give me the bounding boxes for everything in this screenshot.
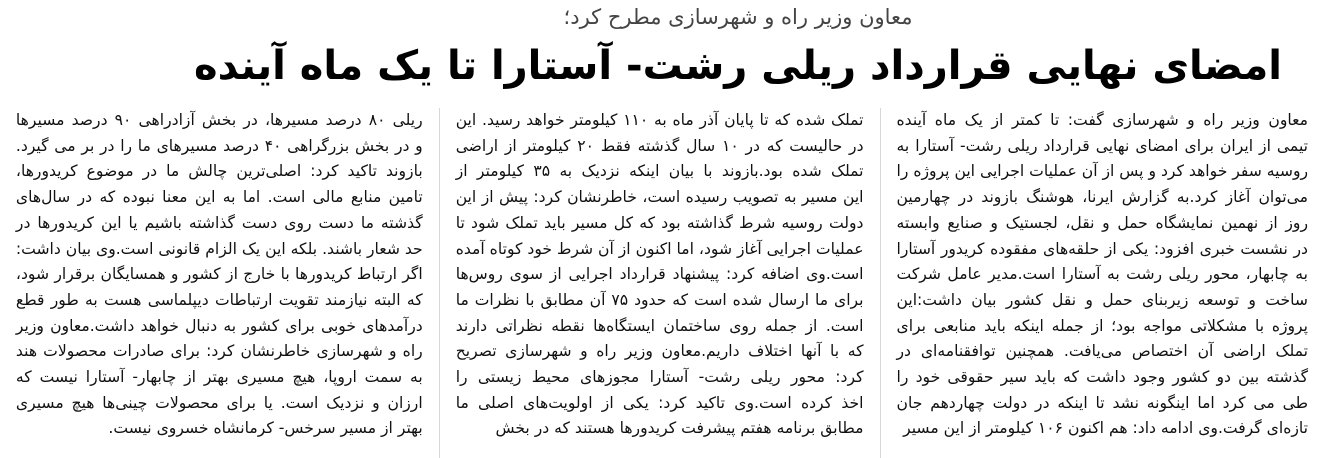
- article-text-line: گذشته ما دست روی دست گذاشته باشیم یا این کریدورها در: [15, 213, 423, 232]
- article-text-line: تامین منابع مالی است. اما به این معنا نبوده که در سال‌های: [15, 188, 423, 207]
- article-text-line: گذشته بین دو کشور وجود داشت که باید سیر حقوقی خود را: [896, 368, 1308, 387]
- article-text-line: که با آنها اختلاف داریم.معاون وزیر راه و شهرسازی تصریح: [455, 342, 864, 361]
- article-column-3: [0, 108, 440, 458]
- article-text-line: کرد: محور ریلی رشت- آستارا مجوزهای محیط زیستی را: [455, 368, 864, 387]
- article-text-line: تازه‌ای گرفت.وی ادامه داد: هم اکنون ۱۰۶ کیلومتر از این مسیر: [903, 419, 1308, 438]
- article-text-line: ارزان و نزدیک است. یا برای محصولات چینی‌ها هیچ مسیری: [15, 393, 423, 412]
- article-text-line: به چابهار، محور ریلی رشت به آستارا است.مدیر عامل شرکت: [896, 265, 1308, 284]
- article-text-line: ساخت و توسعه زیربنای حمل و نقل کشور بیان داشت:این: [896, 290, 1308, 309]
- article-text-line: اگر ارتباط کریدورها با خارج از کشور و همسایگان برقرار شود،: [15, 265, 423, 284]
- article-text-line: روز از نهمین نمایشگاه حمل و نقل، لجستیک و صنایع وابسته: [896, 213, 1308, 232]
- article-text-line: ریلی ۸۰ درصد مسیرها، در بخش آزادراهی ۹۰ درصد مسیرها: [15, 111, 423, 129]
- article-text-line: به سمت اروپا، هیچ مسیری بهتر از چابهار- آستارا نیست که: [15, 368, 423, 387]
- article-text-line: راه و شهرسازی خاطرنشان کرد: برای صادرات محصولات هند: [15, 342, 423, 361]
- article-text-line: تملک شده بود.بازوند با بیان اینکه نزدیک به ۳۵ کیلومتر از: [455, 162, 864, 181]
- article-column-2: [440, 108, 881, 458]
- article-text-line: عملیات اجرایی آغاز شود، اما اکنون از آن شرط خود کوتاه آمده: [455, 239, 864, 258]
- article-text-line: حد شعار باشند. بلکه این یک الزام قانونی است.وی بیان داشت:: [15, 239, 423, 258]
- article-text-line: در حالیست که در ۱۰ سال گذشته فقط ۲۰ کیلومتر از اراضی: [455, 136, 864, 155]
- article-text-line: طی می کرد اما اینگونه نشد تا اینکه در دولت چهاردهم جان: [896, 393, 1308, 412]
- article-text-line: است. از جمله روی ساختمان ایستگاه‌ها نقطه نظراتی دارند: [455, 316, 864, 335]
- article-text-line: دولت روسیه شرط گذاشته بود که کل مسیر باید تملک شود تا: [455, 213, 864, 232]
- article-kicker: معاون وزیر راه و شهرسازی مطرح کرد؛: [563, 5, 913, 29]
- article-text-line: معاون وزیر راه و شهرسازی گفت: تا کمتر از یک ماه آینده: [896, 111, 1308, 129]
- article-text-line: روسیه سفر خواهد کرد و پس از آن عملیات اجرایی این پروژه را: [896, 162, 1308, 181]
- article-text-line: درآمدهای خوبی برای کشور به دنبال خواهد داشت.معاون وزیر: [15, 316, 423, 335]
- article-text-line: و در بخش بزرگراهی ۴۰ درصد مسیرهای ما را در بر می گیرد.: [15, 136, 423, 155]
- article-text-line: در نشست خبری افزود: یکی از حلقه‌های مفقوده کریدور آستارا: [896, 239, 1308, 258]
- article-text-line: اخذ کرده است.وی تاکید کرد: یکی از اولویت‌های اصلی ما: [455, 393, 864, 412]
- article-text-line: بهتر از مسیر سرخس- کرمانشاه خسروی نیست.: [108, 419, 423, 438]
- article-text-line: پروژه با مشکلاتی مواجه بود؛ از جمله اینکه باید منابعی برای: [896, 316, 1308, 335]
- article-text-line: تملک اراضی آن اختصاص می‌یافت. همچنین توافقنامه‌ای در: [896, 342, 1308, 361]
- article-text-line: این مسیر به تصویب رسیده است، خاطرنشان کرد: پیش از این: [455, 188, 864, 207]
- article-headline: امضای نهایی قرارداد ریلی رشت- آستارا تا یک ماه آینده: [194, 43, 1282, 89]
- article-text-line: می‌توان آغاز کرد.به گزارش ایرنا، هوشنگ بازوند در چهارمین: [896, 188, 1308, 207]
- article-text-line: تیمی از ایران برای امضای نهایی قرارداد ریلی رشت- آستارا به: [896, 136, 1308, 155]
- article-text-line: برای ما ارسال شده است که حدود ۷۵ آن مطابق با نظرات ما: [455, 290, 864, 309]
- article-text-line: بازوند تاکید کرد: اصلی‌ترین چالش ما در موضوع کریدورها،: [15, 162, 423, 181]
- article-text-line: است.وی اضافه کرد: پیشنهاد قرارداد اجرایی از سوی روس‌ها: [455, 265, 864, 284]
- article-text-line: مطابق برنامه هفتم پیشرفت کریدورها هستند که در بخش: [495, 419, 864, 438]
- article-body: [15, 108, 1324, 458]
- article-text-line: تملک شده که تا پایان آذر ماه به ۱۱۰ کیلومتر خواهد رسید. این: [455, 111, 864, 129]
- article-text-line: که البته نیازمند تقویت ارتباطات دیپلماسی هست به طور قطع: [15, 290, 423, 309]
- newspaper-clipping: [15, 0, 1338, 458]
- article-column-1: [881, 108, 1324, 458]
